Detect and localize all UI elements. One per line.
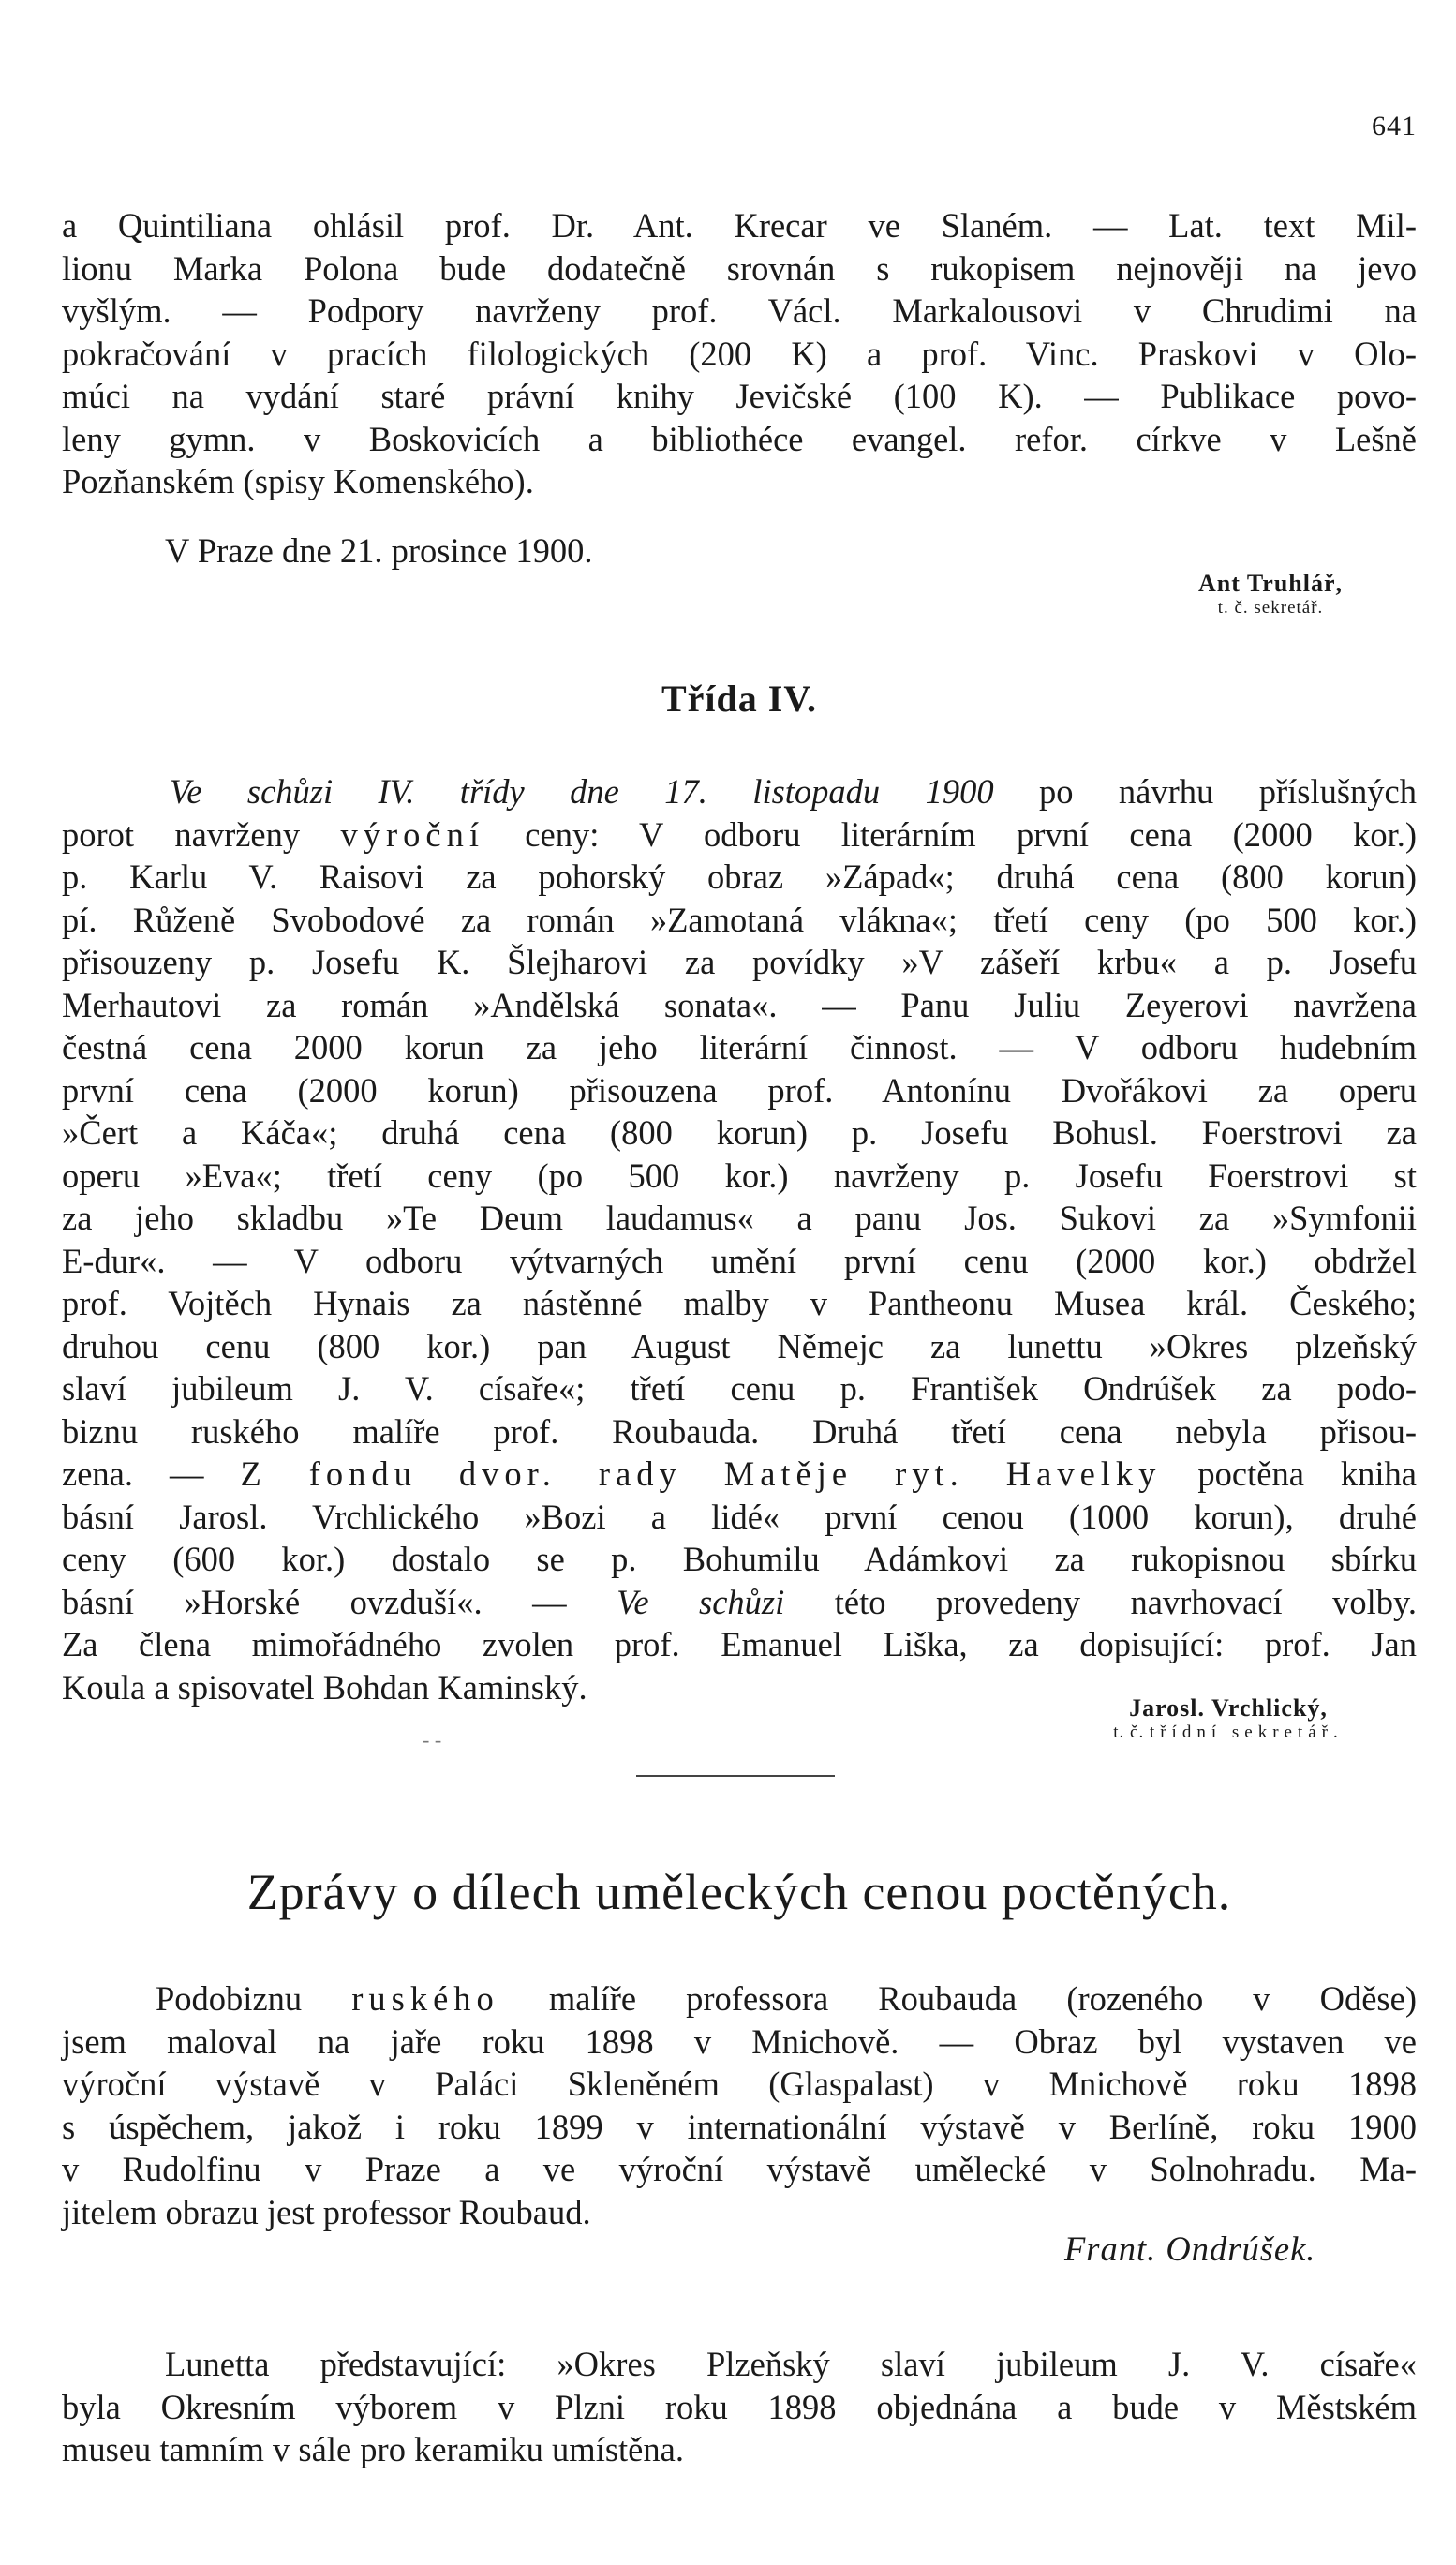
text-line (62, 813, 1417, 857)
text-fragment: malíře professora Roubauda (rozeného v Oděse) (498, 1979, 1417, 2018)
text-fragment: ceny: V odboru literárním první cena (2000 kor.) (483, 814, 1417, 854)
class-four-paragraph (62, 770, 1417, 1708)
text-line (62, 1453, 1417, 1496)
text-line: pí. Růženě Svobodové za román »Zamotaná vlákna«; třetí ceny (po 500 kor.) (62, 900, 1417, 939)
text-line: prof. Vojtěch Hynais za nástěnné malby v Pantheonu Musea král. Českého; (62, 1284, 1417, 1322)
text-line: ceny (600 kor.) dostalo se p. Bohumilu Adámkovi za rukopisnou sbírku (62, 1540, 1417, 1578)
text-line: básní Jarosl. Vrchlického »Bozi a lidé« první cenou (1000 korun), druhé (62, 1497, 1417, 1536)
document-page (62, 0, 1417, 2565)
text-line: přisouzeny p. Josefu K. Šlejharovi za povídky »V zášeří krbu« a p. Josefu (62, 943, 1417, 981)
signature-name: Ant Truhlář, (1197, 570, 1344, 597)
text-line: čestná cena 2000 korun za jeho literární činnost. — V odboru hudebním (62, 1028, 1417, 1066)
text-line: jsem maloval na jaře roku 1898 v Mnichově. — Obraz byl vystaven ve (62, 2021, 1417, 2061)
page-number: 641 (1372, 111, 1417, 142)
text-line: slaví jubileum J. V. císaře«; třetí cenu p. František Ondrúšek za podo- (62, 1369, 1417, 1408)
spaced-phrase: výroční (340, 814, 484, 854)
section-heading: Třída IV. (661, 678, 818, 720)
text-fragment: poctěna kniha (1161, 1454, 1417, 1493)
spaced-phrase: Z fondu dvor. rady Matěje ryt. Havelky (240, 1454, 1162, 1493)
spaced-phrase: třídní sekretář. (1149, 1722, 1344, 1742)
text-line: Pozňanském (spisy Komenského). (62, 462, 534, 500)
italic-phrase: Ve schůzi (617, 1582, 785, 1621)
text-fragment: básní »Horské ovzduší«. — (62, 1582, 617, 1621)
text-line: a Quintiliana ohlásil prof. Dr. Ant. Krecar ve Slaném. — Lat. text Mil- (62, 206, 1417, 245)
spaced-phrase: ruského (351, 1979, 499, 2018)
text-fragment: porot navrženy (62, 814, 341, 854)
text-fragment: t. č. (1113, 1722, 1150, 1742)
text-line: první cena (2000 korun) přisouzena prof. Antonínu Dvořákovi za operu (62, 1070, 1417, 1110)
text-line (62, 1977, 1417, 2021)
text-line: v Rudolfinu v Praze a ve výroční výstavě umělecké v Solnohradu. Ma- (62, 2150, 1417, 2188)
text-fragment: této provedeny navrhovací volby. (784, 1582, 1417, 1621)
text-line: Za člena mimořádného zvolen prof. Emanuel Liška, za dopisující: prof. Jan (62, 1625, 1417, 1663)
signature-name: Jarosl. Vrchlický, (1129, 1694, 1328, 1722)
text-line (62, 770, 1417, 813)
signature-painter: Frant. Ondrúšek. (1064, 2229, 1316, 2268)
date-line: V Praze dne 21. prosince 1900. (165, 531, 593, 570)
signature-secretary (1130, 570, 1411, 619)
text-line: Merhautovi za román »Andělská sonata«. — Panu Juliu Zeyerovi navržena (62, 985, 1417, 1024)
text-line: p. Karlu V. Raisovi za pohorský obraz »Západ«; druhá cena (800 korun) (62, 857, 1417, 896)
text-line: Lunetta představující: »Okres Plzeňský slaví jubileum J. V. císaře« (165, 2345, 1417, 2383)
signature-class-secretary (1046, 1694, 1411, 1743)
text-line: výroční výstavě v Paláci Skleněném (Glaspalast) v Mnichově roku 1898 (62, 2065, 1417, 2103)
text-line (62, 1581, 1417, 1624)
text-line: museu tamním v sále pro keramiku umístěna. (62, 2430, 684, 2468)
text-line: za jeho skladbu »Te Deum laudamus« a panu Jos. Sukovi za »Symfonii (62, 1199, 1417, 1237)
text-line: leny gymn. v Boskovicích a bibliothéce evangel. refor. církve v Lešně (62, 419, 1417, 458)
signature-title (1046, 1722, 1411, 1743)
text-fragment: zena. — (62, 1454, 241, 1493)
signature-title: t. č. sekretář. (1217, 598, 1324, 618)
section-divider (636, 1775, 835, 1777)
text-line: s úspěchem, jakož i roku 1899 v internationální výstavě v Berlíně, roku 1900 (62, 2107, 1417, 2146)
main-title: Zprávy o dílech uměleckých cenou poctěných. (246, 1864, 1232, 1920)
text-line: jitelem obrazu jest professor Roubaud. (62, 2192, 591, 2231)
text-line: Koula a spisovatel Bohdan Kaminský. (62, 1667, 587, 1707)
text-line: E-dur«. — V odboru výtvarných umění první cenu (2000 kor.) obdržel (62, 1241, 1417, 1280)
roubaud-paragraph (62, 1977, 1417, 2233)
text-line: operu »Eva«; třetí ceny (po 500 kor.) navrženy p. Josefu Foerstrovi st (62, 1156, 1417, 1195)
text-line: pokračování v pracích filologických (200 K) a prof. Vinc. Praskovi v Olo- (62, 334, 1417, 373)
text-fragment: po návrhu příslušných (993, 772, 1417, 811)
text-line: biznu ruského malíře prof. Roubauda. Druhá třetí cena nebyla přisou- (62, 1411, 1417, 1451)
text-line: vyšlým. — Podpory navrženy prof. Václ. Markalousovi v Chrudimi na (62, 291, 1417, 330)
text-line: byla Okresním výborem v Plzni roku 1898 objednána a bude v Městském (62, 2387, 1417, 2426)
lunette-paragraph (62, 2343, 1417, 2471)
text-line: lionu Marka Polona bude dodatečně srovnán s rukopisem nejnověji na jevo (62, 248, 1417, 288)
stray-mark: - - (423, 1728, 442, 1752)
italic-phrase: Ve schůzi IV. třídy dne 17. listopadu 1900 (170, 772, 994, 811)
text-line: múci na vydání staré právní knihy Jevičské (100 K). — Publikace povo- (62, 377, 1417, 415)
text-line: druhou cenu (800 kor.) pan August Němejc za lunettu »Okres plzeňský (62, 1326, 1417, 1365)
text-fragment: Podobiznu (156, 1979, 352, 2018)
text-line: »Čert a Káča«; druhá cena (800 korun) p. Josefu Bohusl. Foerstrovi za (62, 1113, 1417, 1152)
top-paragraph (62, 204, 1417, 503)
